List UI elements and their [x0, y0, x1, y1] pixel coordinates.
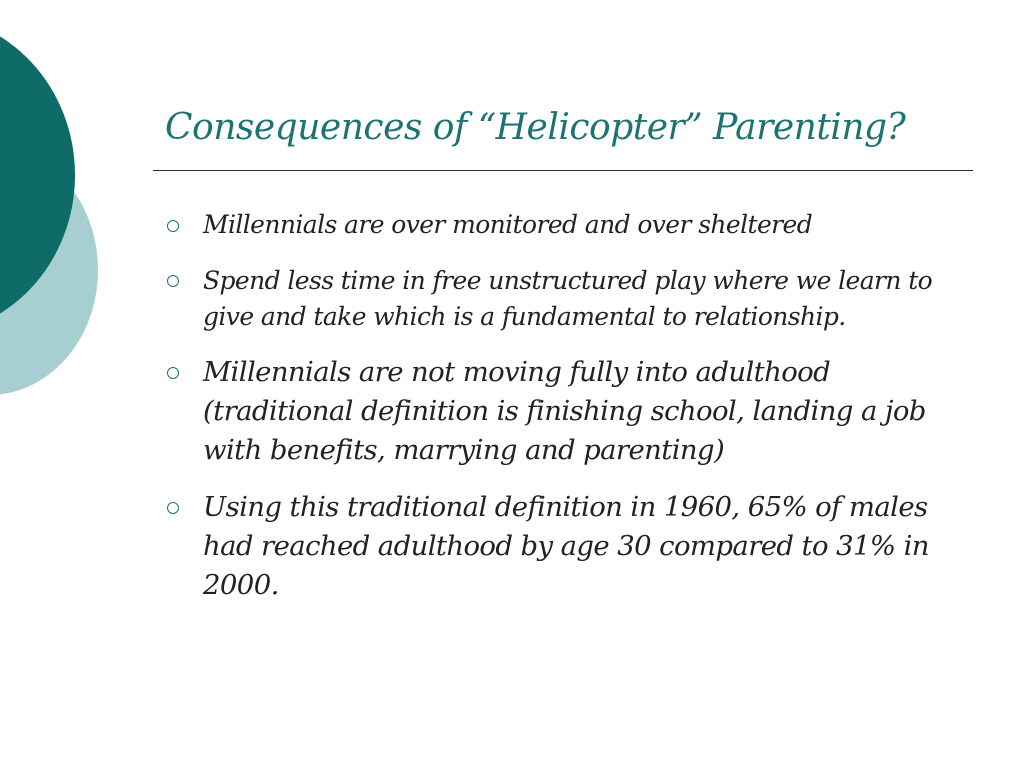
bullet-item [165, 205, 970, 245]
bullet-text: Using this traditional definition in 1960, 65% of males had reached adulthood by age 30 compared to 31% in 2000. [203, 491, 929, 601]
bullet-item [165, 263, 970, 335]
bullet-text: Millennials are not moving fully into adulthood (traditional definition is finishing school, landing a job with benefits, marrying and parenting) [203, 356, 926, 466]
hollow-circle-bullet-icon [167, 220, 179, 232]
slide-title: Consequences of “Helicopter” Parenting? [165, 107, 906, 148]
title-divider [153, 170, 973, 171]
bullet-item [165, 488, 970, 605]
hollow-circle-bullet-icon [167, 367, 179, 379]
bullet-item [165, 353, 970, 470]
bullet-list [165, 205, 970, 605]
hollow-circle-bullet-icon [167, 275, 179, 287]
hollow-circle-bullet-icon [167, 502, 179, 514]
bullet-text: Millennials are over monitored and over sheltered [203, 210, 813, 239]
bullet-text: Spend less time in free unstructured play where we learn to give and take which is a fundamental to relationship. [203, 266, 933, 331]
